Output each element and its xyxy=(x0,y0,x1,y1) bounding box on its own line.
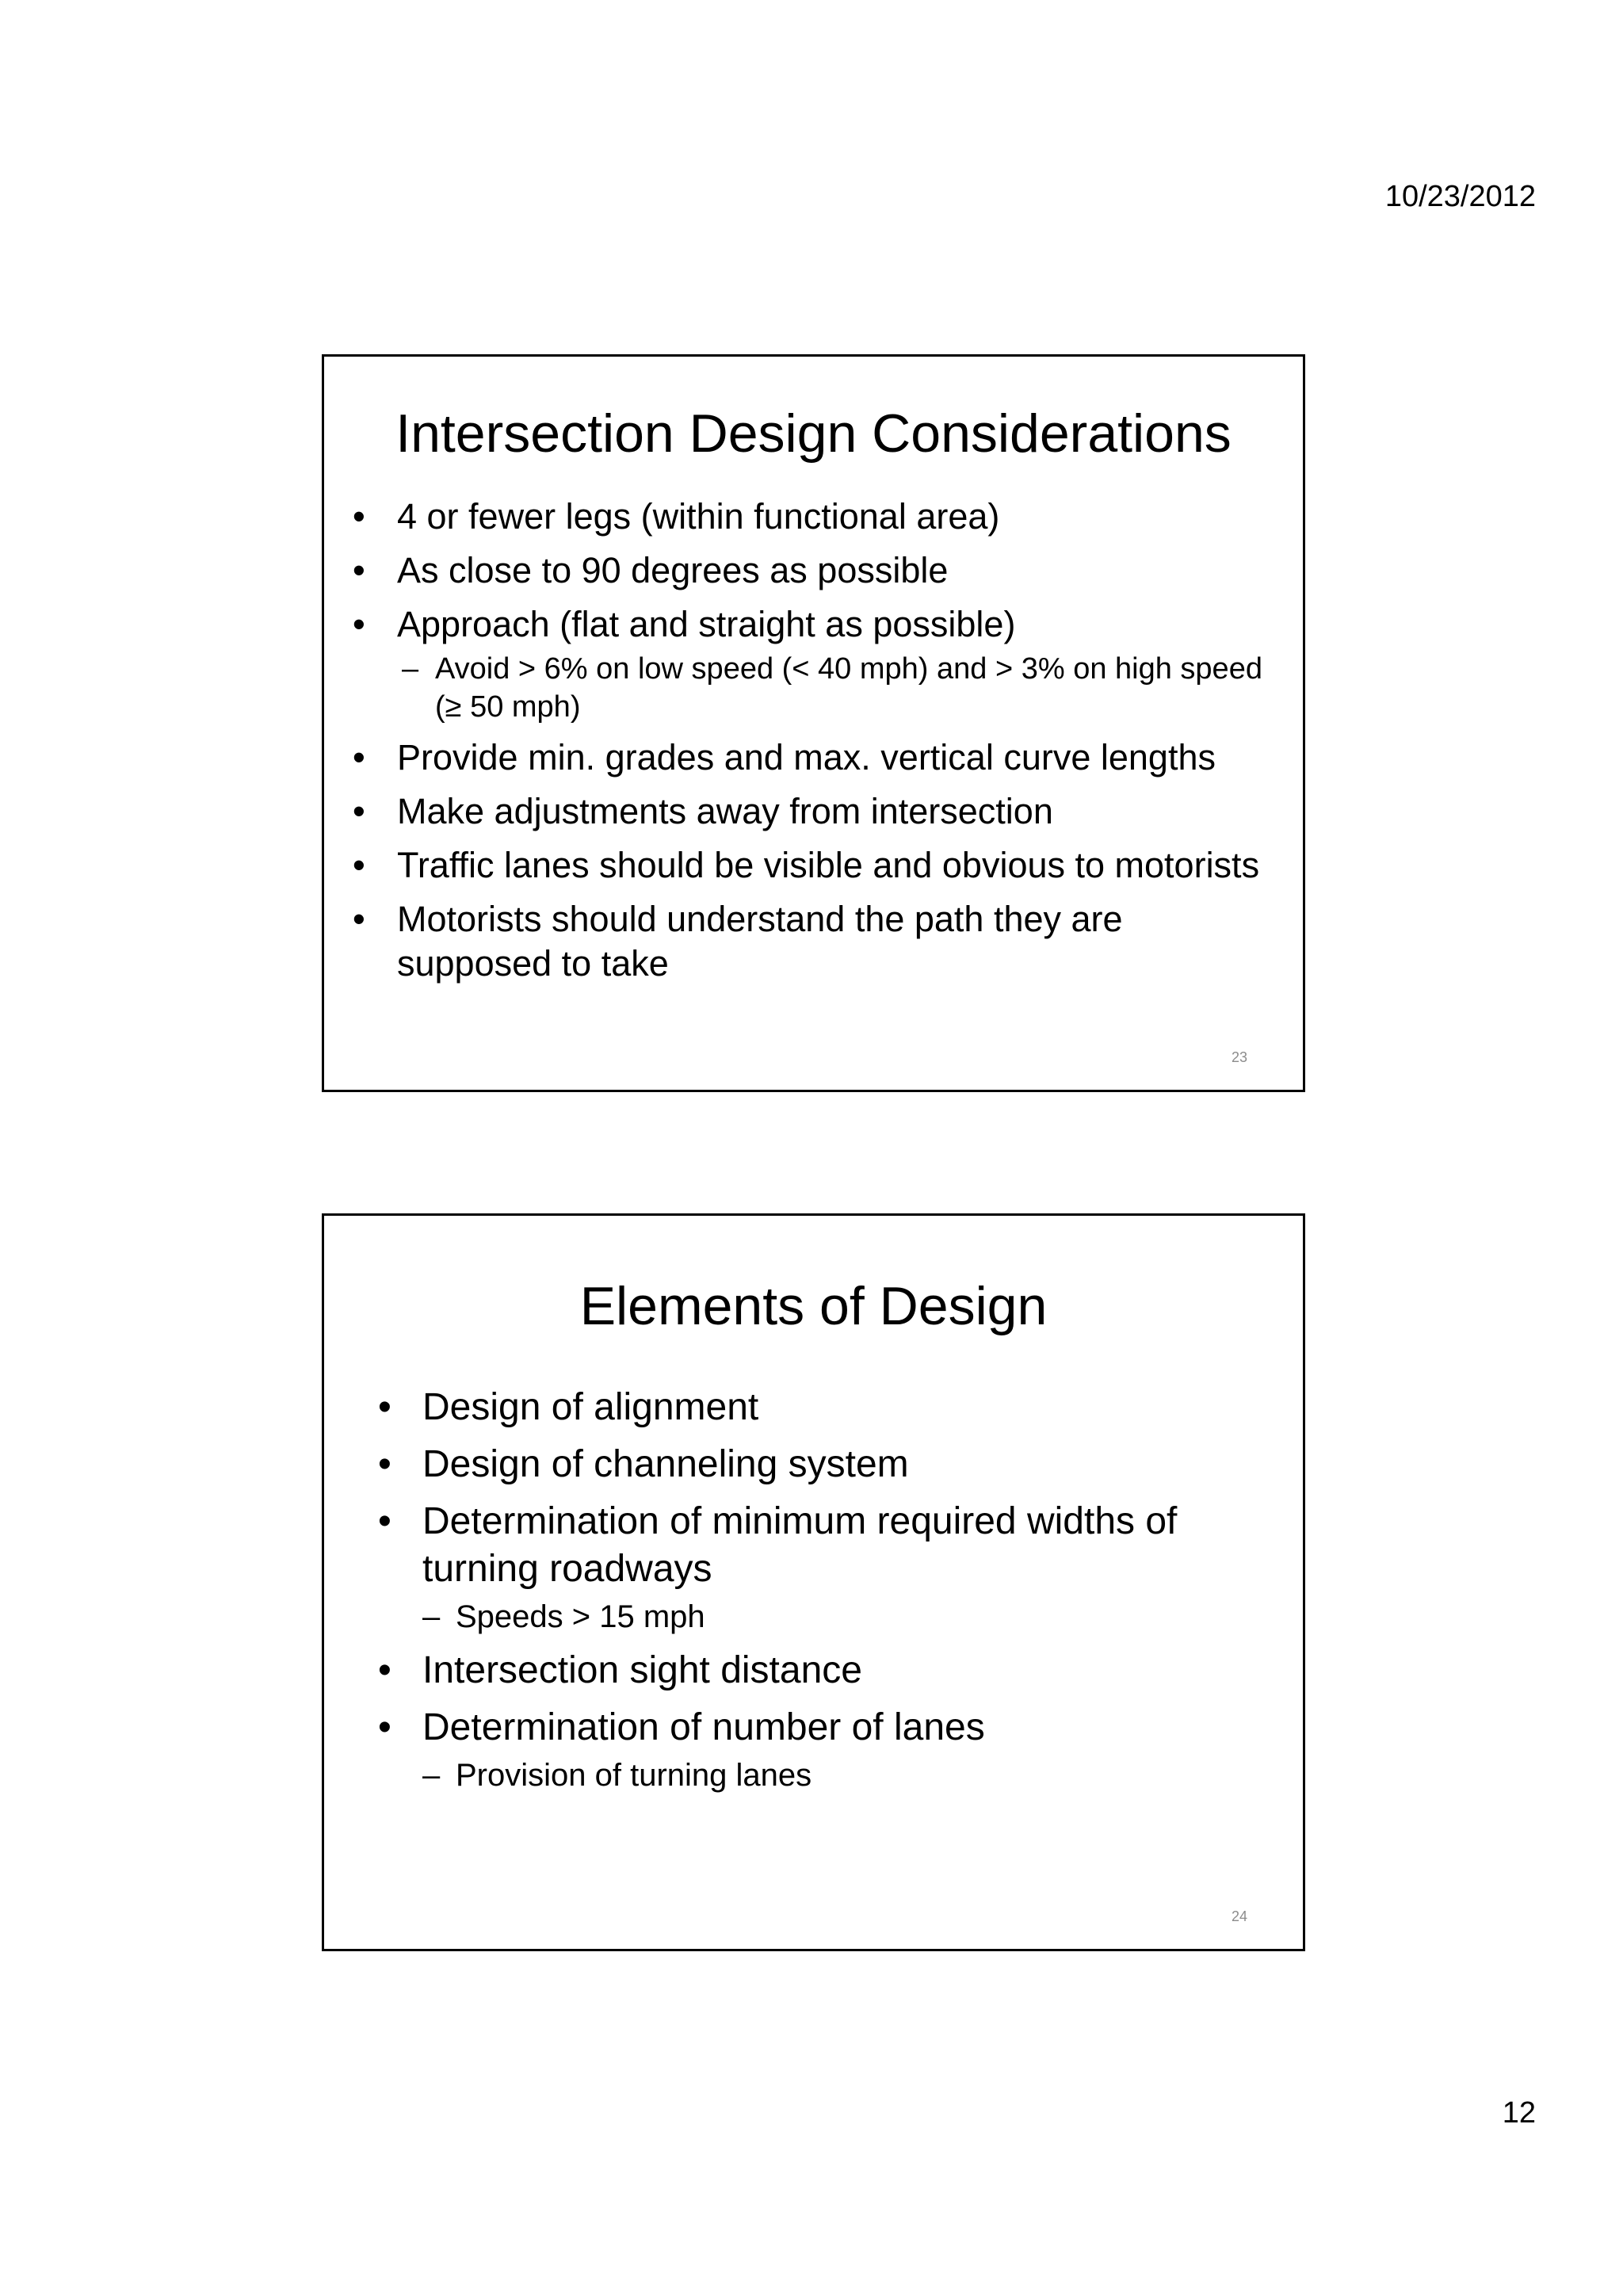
bullet-item xyxy=(348,548,1271,593)
bullet-text: 4 or fewer legs (within functional area) xyxy=(397,496,1000,537)
bullet-text: Intersection sight distance xyxy=(422,1649,862,1691)
sub-bullet-item xyxy=(402,650,1271,726)
bullet-item xyxy=(348,495,1271,539)
slide-title: Elements of Design xyxy=(579,1276,1048,1336)
dash-icon: – xyxy=(422,1758,441,1793)
bullet-text: Make adjustments away from intersection xyxy=(397,791,1053,831)
bullet-item xyxy=(373,1441,1271,1488)
bullet-item xyxy=(373,1647,1271,1694)
bullet-text: Determination of minimum required widths of turning roadways xyxy=(422,1500,1178,1590)
sub-bullet-text: Avoid > 6% on low speed (< 40 mph) and > 3% on high speed (≥ 50 mph) xyxy=(435,652,1262,724)
bullet-dot-icon: • xyxy=(353,737,365,777)
bullet-item xyxy=(373,1704,1271,1752)
bullet-item xyxy=(373,1498,1271,1593)
page-number: 12 xyxy=(1502,2096,1536,2130)
bullet-dot-icon: • xyxy=(353,550,365,590)
bullet-item xyxy=(348,602,1271,647)
slide-23 xyxy=(322,354,1305,1092)
sub-bullet-item xyxy=(422,1596,1271,1637)
bullet-item xyxy=(348,897,1271,986)
page-date: 10/23/2012 xyxy=(1384,180,1536,213)
sub-bullet-text: Provision of turning lanes xyxy=(456,1758,812,1793)
slide-24 xyxy=(322,1213,1305,1951)
sub-bullet-item xyxy=(422,1755,1271,1796)
bullet-item xyxy=(348,735,1271,780)
slide-title: Intersection Design Considerations xyxy=(395,403,1232,464)
bullet-dot-icon: • xyxy=(378,1649,391,1691)
dash-icon: – xyxy=(402,652,419,686)
slide-number: 23 xyxy=(1231,1049,1247,1065)
bullet-dot-icon: • xyxy=(353,604,365,644)
bullet-dot-icon: • xyxy=(378,1706,391,1748)
bullet-text: Traffic lanes should be visible and obvious to motorists xyxy=(397,845,1260,885)
bullet-item xyxy=(348,843,1271,888)
bullet-text: Motorists should understand the path they are supposed to take xyxy=(397,899,1123,984)
slide-number: 24 xyxy=(1231,1908,1247,1924)
bullet-text: Approach (flat and straight as possible) xyxy=(397,604,1016,644)
bullet-dot-icon: • xyxy=(378,1500,391,1542)
bullet-text: Determination of number of lanes xyxy=(422,1706,985,1748)
bullet-dot-icon: • xyxy=(378,1443,391,1485)
bullet-text: Provide min. grades and max. vertical curve lengths xyxy=(397,737,1216,777)
bullet-item xyxy=(373,1384,1271,1431)
bullet-dot-icon: • xyxy=(353,791,365,831)
dash-icon: – xyxy=(422,1599,441,1634)
bullet-text: Design of alignment xyxy=(422,1386,759,1428)
bullet-dot-icon: • xyxy=(378,1386,391,1428)
bullet-text: Design of channeling system xyxy=(422,1443,909,1485)
bullet-dot-icon: • xyxy=(353,845,365,885)
bullet-text: As close to 90 degrees as possible xyxy=(397,550,949,590)
bullet-dot-icon: • xyxy=(353,899,365,939)
bullet-list xyxy=(373,1384,1271,1805)
bullet-list xyxy=(348,495,1271,995)
bullet-dot-icon: • xyxy=(353,496,365,537)
sub-bullet-text: Speeds > 15 mph xyxy=(456,1599,705,1634)
bullet-item xyxy=(348,789,1271,834)
